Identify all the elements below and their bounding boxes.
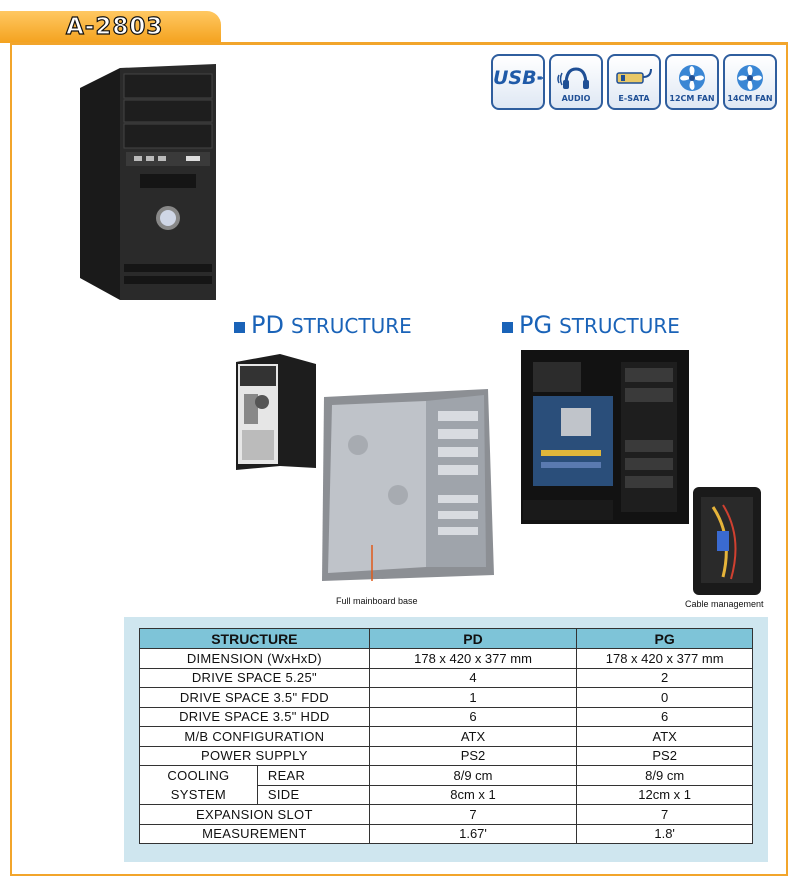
- pd-value: ATX: [369, 727, 577, 747]
- pg-value: 12cm x 1: [577, 785, 753, 805]
- pd-case-rear-photo: [236, 354, 318, 470]
- pg-caption: Cable management: [685, 599, 764, 609]
- side-label: SIDE: [257, 785, 369, 805]
- table-row: [140, 707, 753, 727]
- pd-value: 8/9 cm: [369, 766, 577, 786]
- pd-structure-title: PD STRUCTURE: [234, 311, 412, 339]
- row-label: M/B CONFIGURATION: [140, 727, 370, 747]
- table-row: [140, 649, 753, 669]
- table-header-row: [140, 629, 753, 649]
- pg-value: 0: [577, 688, 753, 708]
- header-structure: STRUCTURE: [140, 629, 370, 649]
- row-label: DRIVE SPACE 3.5" HDD: [140, 707, 370, 727]
- row-label: EXPANSION SLOT: [140, 805, 370, 825]
- fan-icon: [725, 61, 775, 95]
- table-row: [140, 727, 753, 747]
- header-pd: PD: [369, 629, 577, 649]
- system-label: SYSTEM: [140, 785, 258, 805]
- model-name: A-2803: [66, 14, 164, 40]
- model-tab: [0, 11, 221, 43]
- esata-icon: [609, 61, 659, 95]
- rear-label: REAR: [257, 766, 369, 786]
- feature-12cm-fan: 12CM FAN: [665, 54, 719, 110]
- pg-value: PS2: [577, 746, 753, 766]
- pg-value: 2: [577, 668, 753, 688]
- feature-audio: AUDIO: [549, 54, 603, 110]
- pd-value: 4: [369, 668, 577, 688]
- pg-cable-photo: [693, 487, 761, 595]
- fan-icon: [667, 61, 717, 95]
- pd-caption: Full mainboard base: [336, 596, 418, 606]
- row-label: DIMENSION (WxHxD): [140, 649, 370, 669]
- pg-value: 178 x 420 x 377 mm: [577, 649, 753, 669]
- pd-value: 178 x 420 x 377 mm: [369, 649, 577, 669]
- pd-value: 8cm x 1: [369, 785, 577, 805]
- pd-value: 1.67': [369, 824, 577, 844]
- audio-icon: [551, 61, 601, 95]
- pd-value: PS2: [369, 746, 577, 766]
- row-label: MEASUREMENT: [140, 824, 370, 844]
- row-label: DRIVE SPACE 3.5" FDD: [140, 688, 370, 708]
- pd-value: 6: [369, 707, 577, 727]
- pg-value: 8/9 cm: [577, 766, 753, 786]
- pg-case-open-photo: [521, 350, 689, 524]
- pg-value: 1.8': [577, 824, 753, 844]
- cooling-label: COOLING: [140, 766, 258, 786]
- feature-esata: E-SATA: [607, 54, 661, 110]
- row-label: DRIVE SPACE 5.25": [140, 668, 370, 688]
- row-label: POWER SUPPLY: [140, 746, 370, 766]
- table-row: [140, 688, 753, 708]
- pd-value: 1: [369, 688, 577, 708]
- table-row: [140, 746, 753, 766]
- feature-icons: [491, 54, 777, 110]
- pd-case-open-photo: [318, 385, 496, 583]
- pd-value: 7: [369, 805, 577, 825]
- table-row: [140, 785, 753, 805]
- table-row: [140, 805, 753, 825]
- table-row: [140, 766, 753, 786]
- main-case-photo: [80, 64, 220, 302]
- feature-usb: [491, 54, 545, 110]
- usb-icon: USB: [493, 61, 543, 95]
- feature-14cm-fan: 14CM FAN: [723, 54, 777, 110]
- table-row: [140, 668, 753, 688]
- pg-value: 7: [577, 805, 753, 825]
- pg-value: 6: [577, 707, 753, 727]
- table-row: [140, 824, 753, 844]
- spec-table: [139, 628, 753, 844]
- header-pg: PG: [577, 629, 753, 649]
- pg-structure-title: PG STRUCTURE: [502, 311, 680, 339]
- pg-value: ATX: [577, 727, 753, 747]
